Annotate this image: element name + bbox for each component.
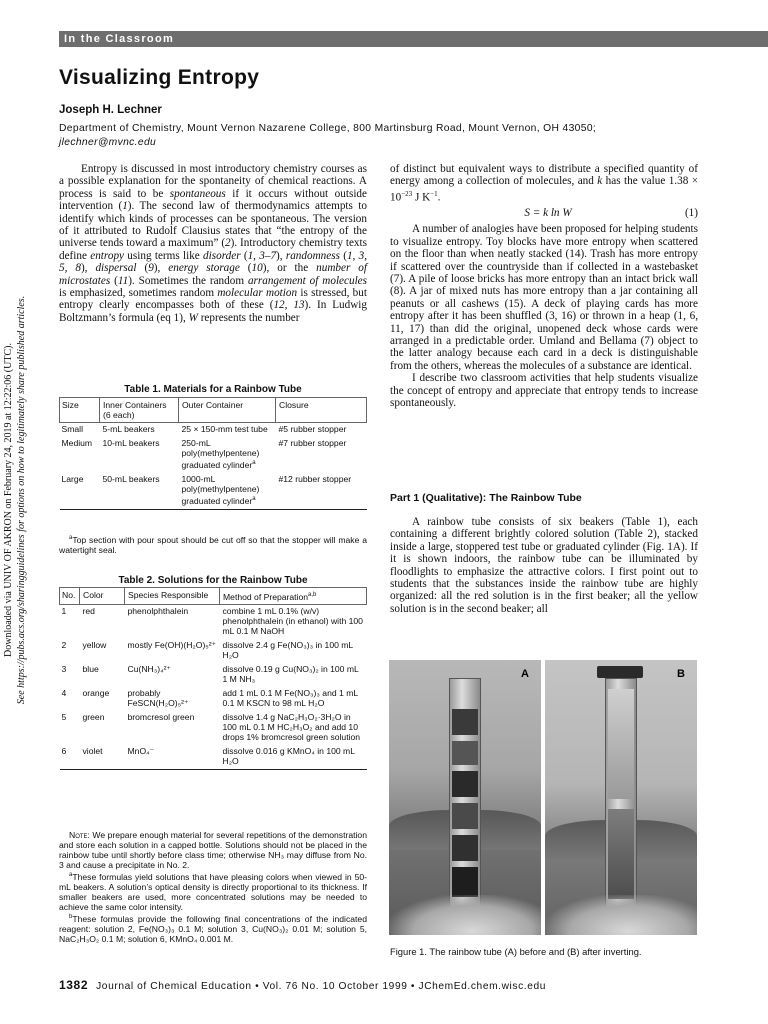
table1-header: Outer Container xyxy=(179,398,276,423)
table2-header-row xyxy=(60,588,367,605)
table1-cell: #5 rubber stopper xyxy=(278,424,347,434)
table1-cell: 10-mL beakers xyxy=(102,438,160,448)
rainbow-tube-after xyxy=(605,678,637,915)
table2-cell: violet xyxy=(82,745,103,756)
table2-cell: bromcresol green xyxy=(127,711,195,722)
table2-cell: dissolve 0.016 g KMnO₄ in 100 mL H₂O xyxy=(222,745,355,766)
table1-cell: #7 rubber stopper xyxy=(278,438,347,448)
table2-cell: probably FeSCN(H₂O)₅²⁺ xyxy=(127,687,189,708)
table2-caption: Table 2. Solutions for the Rainbow Tube xyxy=(118,575,308,586)
table2-header: No. xyxy=(60,588,80,605)
table2-notes: Note: We prepare enough material for several repetitions of the demonstration and store each solution in a capped bottle. Solutions should not be placed in the rainbow tube until shortly before class time; otherwise NH₃ may diffuse from No. 3 and cause a precipitate in No. 2. $^a$These formulas yield solutions that have pleasing colors when viewed in 50-mL beakers. A solution’s optical density is directly proportional to its thickness. If smaller beakers are used, more concentrated solutions may be needed to achieve the same color intensity. $^b$These formulas provide the following final concentrations of the indicated reagent: solution 2, Fe(NO₃)₃ 0.1 M; solution 3, Cu(NO₃)₂ 0.01 M; solution 5, NaC₂H₃O₂ 0.1 M; solution 6, KMnO₄ 0.001 M. xyxy=(59,830,367,944)
author-email-link[interactable]: jlechner@mvnc.edu xyxy=(59,137,157,148)
author-name: Joseph H. Lechner xyxy=(59,104,162,116)
table2-header: Color xyxy=(80,588,125,605)
table2-cell: Cu(NH₃)₄²⁺ xyxy=(127,663,172,674)
table1-cell: 25 × 150-mm test tube xyxy=(181,424,268,434)
equation-text: S = k ln W xyxy=(524,206,572,219)
figure-panel-label-b: B xyxy=(677,668,685,680)
table1-header-row xyxy=(60,398,367,423)
table2-cell: phenolphthalein xyxy=(127,605,189,616)
affiliation-text: Department of Chemistry, Mount Vernon Nazarene College, 800 Martinsburg Road, Mount Vernon, OH 43050; xyxy=(59,123,597,134)
table1-footnote: $^a$Top section with pour spout should be cut off so that the stopper will make a watertight seal. xyxy=(59,534,367,555)
body-right-column-top xyxy=(390,163,698,409)
table2-cell: dissolve 0.19 g Cu(NO₃)₂ in 100 mL 1 M NH₃ xyxy=(222,663,359,684)
table2-cell: 5 xyxy=(61,711,67,722)
table2-cell: mostly Fe(OH)(H₂O)₅²⁺ xyxy=(127,639,217,650)
table2-cell: dissolve 1.4 g NaC₂H₃O₂·3H₂O in 100 mL 0.1 M HC₂H₃O₂ and add 10 drops 1% bromcresol green solution xyxy=(222,711,361,742)
body-right-column-part1 xyxy=(390,516,698,615)
table-row xyxy=(60,745,367,770)
table2-cell: blue xyxy=(82,663,99,674)
body-left-column xyxy=(59,163,367,324)
paragraph-intro: Entropy is discussed in most introductory chemistry courses as a possible explanation for the spontaneity of chemical reactions. A process is said to be spontaneous if it occurs without outside intervention (1). The second law of thermodynamics attempts to identify which kinds of processes can be spontaneous. The version of it attributed to Rudolf Clausius states that “the entropy of the universe tends toward a maximum” (2). Introductory chemistry texts define entropy using terms like disorder (1, 3–7), randomness (1, 3, 5, 8), dispersal (9), energy storage (10), or the number of microstates (11). Sometimes the random arrangement of molecules is emphasized, sometimes random molecular motion is stressed, but entropy clearly encompasses both of these (12, 13). In Ludwig Boltzmann’s formula (eq 1), W represents the number xyxy=(59,163,368,324)
table1 xyxy=(59,397,367,510)
table1-cell: 5-mL beakers xyxy=(102,424,155,434)
table2-cell: 3 xyxy=(61,663,67,674)
table2-cell: MnO₄⁻ xyxy=(127,745,155,756)
table2-cell: add 1 mL 0.1 M Fe(NO₃)₃ and 1 mL 0.1 M KSCN to 98 mL H₂O xyxy=(222,687,358,708)
table2-cell: green xyxy=(82,711,105,722)
table2-cell: dissolve 2.4 g Fe(NO₃)₃ in 100 mL H₂O xyxy=(222,639,353,660)
table1-header: Closure xyxy=(276,398,367,423)
table2-cell: 1 xyxy=(61,605,67,616)
figure-1a-photo xyxy=(389,660,541,935)
table1-header: Size xyxy=(60,398,100,423)
paragraph-boltzmann: of distinct but equivalent ways to distribute a specified quantity of energy among a collection of molecules, and k has the value $1.38 \times 10^{-23}$ J $K^{-1}$. xyxy=(390,163,699,204)
table1-cell: Medium xyxy=(61,438,93,448)
table1-cell: #12 rubber stopper xyxy=(278,473,352,484)
table-row xyxy=(60,423,367,438)
table2-cell: 4 xyxy=(61,687,67,698)
table2-header: Method of Preparation$^{a,b}$ xyxy=(220,588,367,605)
table1-cell: Small xyxy=(61,424,83,434)
equation-1 xyxy=(390,207,698,219)
download-notice xyxy=(2,295,28,705)
table-row xyxy=(60,663,367,687)
table2-header: Species Responsible xyxy=(125,588,220,605)
rainbow-tube-before xyxy=(449,678,481,915)
table2-cell: 2 xyxy=(61,639,67,650)
rubber-stopper xyxy=(597,666,643,678)
table-row xyxy=(60,437,367,473)
table2-cell: yellow xyxy=(82,639,107,650)
paragraph-activities: I describe two classroom activities that help students visualize the concept of entropy and appreciate that entropy tends to increase spontaneously. xyxy=(390,372,698,410)
table-row xyxy=(60,639,367,663)
paragraph-analogies: A number of analogies have been proposed for helping students to visualize entropy. Toy blocks have more entropy when scattered on the floor than when neatly stacked (14). Trash has more entropy if scattered over the countryside than if collected in a wastebasket (7). A pile of loose bricks has more entropy than an intact brick wall (8). A jar of mixed nuts has more entropy than a jar containing all peanuts or all cashews (15). A deck of playing cards has more entropy after it has been shuffled (3, 16) or thrown in a heap (1, 6, 11, 17) than did the original, unopened deck whose cards were arranged in a predictable order. Umland and Bellama (7) object to the latter analogy because each card in a deck is distinguishable from the others, whereas the molecules of a substance are identical. xyxy=(390,223,698,372)
part1-heading: Part 1 (Qualitative): The Rainbow Tube xyxy=(390,492,582,504)
table2-cell: orange xyxy=(82,687,110,698)
table-row xyxy=(60,604,367,639)
table1-cell: 50-mL beakers xyxy=(102,473,160,484)
table-row xyxy=(60,711,367,745)
table2-cell: red xyxy=(82,605,95,616)
table2-cell: combine 1 mL 0.1% (w/v) phenolphthalein (in ethanol) with 100 mL 0.1 M NaOH xyxy=(222,605,363,636)
section-label: In the Classroom xyxy=(64,33,175,45)
table-row xyxy=(60,473,367,509)
author-affiliation xyxy=(59,122,719,150)
figure-panel-label-a: A xyxy=(521,668,529,680)
paragraph-rainbow-tube: A rainbow tube consists of six beakers (Table 1), each containing a different brightly colored solution (Table 2), stacked inside a large, stoppered test tube or graduated cylinder (Fig. 1A). If it is shown indoors, the rainbow tube can be illuminated by floodlights to emphasize the attractive colors. I first point out to students that the substances inside the rainbow tube are highly organized: all the red solution is in the first beaker; all the yellow solution is in the second beaker; all xyxy=(390,516,698,615)
figure-1-caption: Figure 1. The rainbow tube (A) before and (B) after inverting. xyxy=(390,946,642,957)
equation-number: (1) xyxy=(684,206,698,219)
page-number: 1382 xyxy=(59,978,89,992)
figure-1 xyxy=(389,660,699,935)
journal-citation: Journal of Chemical Education • Vol. 76 No. 10 October 1999 • JChemEd.chem.wisc.edu xyxy=(96,981,547,992)
table-row xyxy=(60,687,367,711)
table1-cell: 250-mL poly(methylpentene) graduated cylinder$^a$ xyxy=(181,438,260,470)
table1-cell: 1000-mL poly(methylpentene) graduated cylinder$^a$ xyxy=(181,473,260,506)
table1-cell: Large xyxy=(61,473,84,484)
section-bar xyxy=(59,31,768,47)
table1-header: Inner Containers (6 each) xyxy=(100,398,179,423)
table2-cell: 6 xyxy=(61,745,67,756)
table1-caption: Table 1. Materials for a Rainbow Tube xyxy=(124,384,302,395)
figure-1b-photo xyxy=(545,660,697,935)
table2 xyxy=(59,587,367,770)
page-footer xyxy=(59,978,546,992)
article-title: Visualizing Entropy xyxy=(59,66,260,89)
download-notice-line1: Downloaded via UNIV OF AKRON on February 24, 2019 at 12:22:06 (UTC). xyxy=(3,343,14,657)
download-notice-line2[interactable]: See https://pubs.acs.org/sharingguidelines for options on how to legitimately share published articles. xyxy=(16,295,27,705)
